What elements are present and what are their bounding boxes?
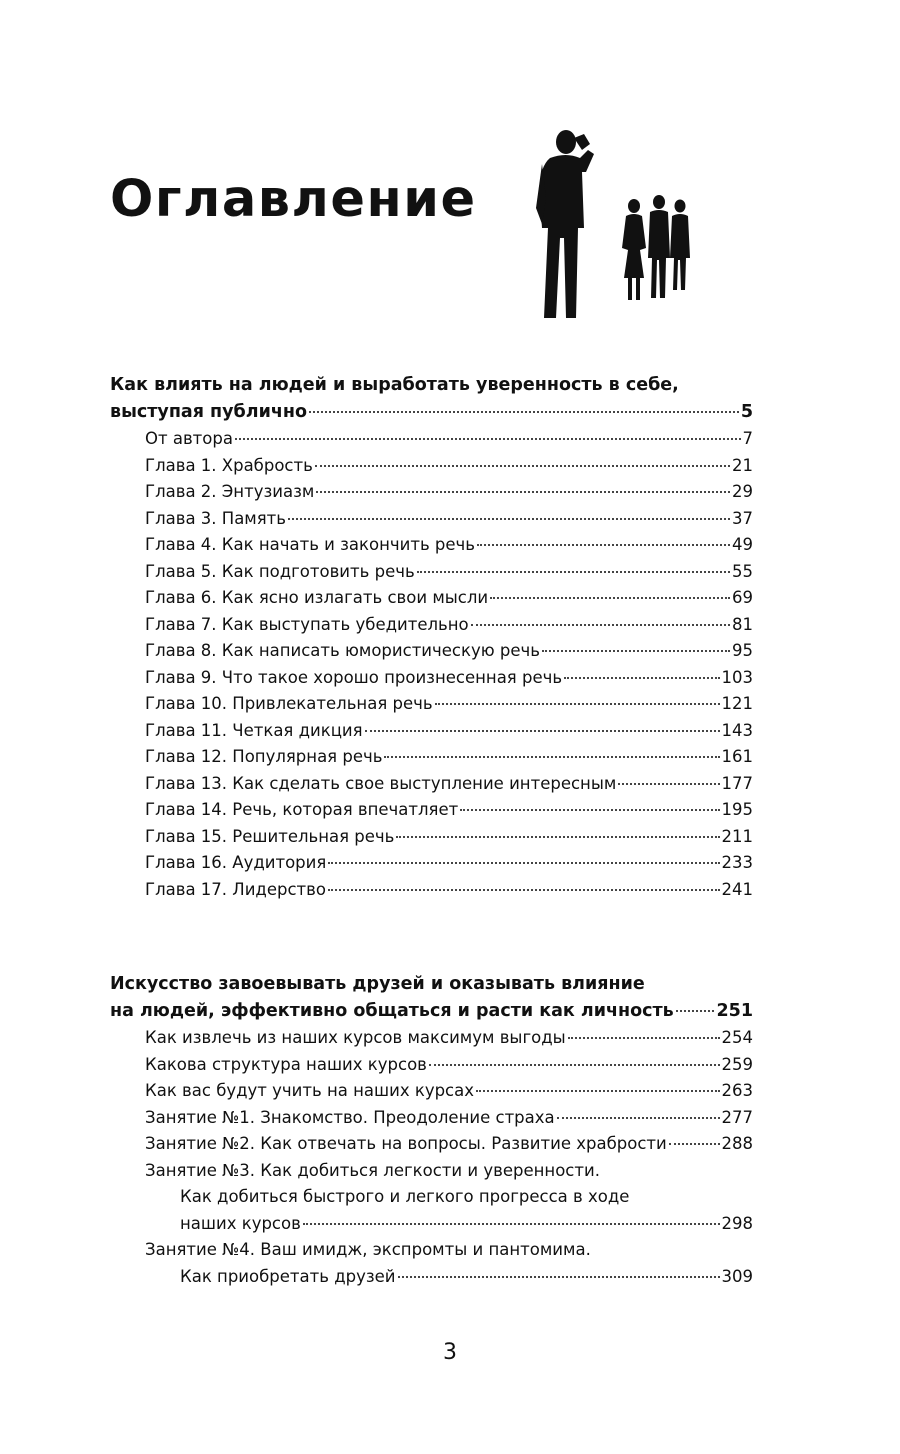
toc-entry-title: Глава 2. Энтузиазм <box>145 482 315 501</box>
page-ref: 49 <box>732 535 753 554</box>
toc-entry[interactable] <box>110 824 753 851</box>
page-ref: 55 <box>732 561 753 581</box>
dot-leader <box>542 650 730 652</box>
toc-entry-title: Глава 16. Аудитория <box>145 853 327 872</box>
dot-leader <box>309 411 739 413</box>
toc-entry-title: Глава 5. Как подготовить речь <box>145 561 415 581</box>
dot-leader <box>398 1276 720 1278</box>
toc-entry-title: Как вас будут учить на наших курсах <box>145 1081 475 1100</box>
toc-entry[interactable] <box>110 850 753 877</box>
toc-entry[interactable] <box>110 1131 753 1158</box>
page-ref: 251 <box>716 1001 753 1021</box>
toc-entry-title: Глава 17. Лидерство <box>145 879 326 899</box>
page-ref: 7 <box>742 429 753 448</box>
section-heading: на людей, эффективно общаться и расти как личность <box>110 1001 674 1021</box>
business-people-silhouettes-icon <box>520 128 700 323</box>
toc-entry[interactable] <box>110 426 753 453</box>
section-heading: выступая публично <box>110 402 307 422</box>
toc-entry[interactable] <box>110 506 753 533</box>
page-ref: 5 <box>740 402 753 422</box>
page-ref: 298 <box>721 1213 753 1233</box>
page-ref: 95 <box>732 641 753 660</box>
dot-leader <box>303 1223 720 1225</box>
toc-entry-title: Как извлечь из наших курсов максимум выгоды <box>145 1028 566 1047</box>
toc-entry-title: Глава 4. Как начать и закончить речь <box>145 535 476 554</box>
page-ref: 241 <box>721 879 753 899</box>
page-ref: 69 <box>732 588 753 607</box>
toc-entry-title: Глава 1. Храбрость <box>145 455 313 475</box>
page-ref: 81 <box>732 614 753 634</box>
page-ref: 233 <box>721 853 753 872</box>
dot-leader <box>471 624 730 626</box>
page-ref: 143 <box>721 720 753 740</box>
page-ref: 103 <box>721 667 753 687</box>
dot-leader <box>564 677 719 679</box>
toc-entry[interactable] <box>110 665 753 692</box>
dot-leader <box>384 756 719 758</box>
toc-entry[interactable] <box>110 691 753 718</box>
dot-leader <box>676 1010 715 1012</box>
dot-leader <box>417 571 730 573</box>
toc-entry[interactable] <box>110 1078 753 1105</box>
toc-entry[interactable] <box>110 479 753 506</box>
dot-leader <box>328 889 720 891</box>
page-ref: 288 <box>721 1134 753 1153</box>
toc-entry-title: Глава 10. Привлекательная речь <box>145 694 433 713</box>
toc-entry-line: Занятие №4. Ваш имидж, экспромты и пантомима. <box>145 1240 591 1259</box>
dot-leader <box>490 597 730 599</box>
dot-leader <box>568 1037 720 1039</box>
toc-entry[interactable] <box>110 585 753 612</box>
dot-leader <box>477 544 730 546</box>
page-ref: 21 <box>732 455 753 475</box>
page-ref: 211 <box>721 826 753 846</box>
page-ref: 121 <box>721 694 753 713</box>
dot-leader <box>618 783 719 785</box>
dot-leader <box>557 1117 720 1119</box>
toc-entry-title: Занятие №2. Как отвечать на вопросы. Развитие храбрости <box>145 1134 667 1153</box>
page-ref: 309 <box>721 1266 753 1286</box>
toc-entry[interactable] <box>110 998 753 1025</box>
dot-leader <box>316 491 730 493</box>
toc-entry[interactable] <box>110 771 753 798</box>
dot-leader <box>288 518 730 520</box>
toc-entry-title: Глава 15. Решительная речь <box>145 826 395 846</box>
toc-entry[interactable] <box>110 1211 753 1238</box>
page-ref: 259 <box>721 1054 753 1074</box>
toc-entry-title: Какова структура наших курсов <box>145 1054 427 1074</box>
toc-entry[interactable] <box>110 1052 753 1079</box>
toc-entry[interactable] <box>110 718 753 745</box>
dot-leader <box>435 703 720 705</box>
toc-entry-line: Как добиться быстрого и легкого прогресса в ходе <box>180 1187 630 1206</box>
dot-leader <box>429 1064 720 1066</box>
page-ref: 37 <box>732 508 753 528</box>
toc-entry[interactable] <box>110 453 753 480</box>
dot-leader <box>476 1090 719 1092</box>
toc-entry[interactable] <box>110 744 753 771</box>
toc-entry-title: Глава 9. Что такое хорошо произнесенная речь <box>145 667 563 687</box>
page-ref: 263 <box>721 1081 753 1100</box>
toc-entry-title: Глава 8. Как написать юмористическую речь <box>145 641 540 660</box>
toc-entry-title: От автора <box>145 429 233 448</box>
toc-entry[interactable] <box>110 797 753 824</box>
toc-entry-title: Занятие №1. Знакомство. Преодоление страха <box>145 1107 555 1127</box>
page-title: Оглавление <box>110 170 477 229</box>
toc-entry-line: Занятие №3. Как добиться легкости и уверенности. <box>145 1160 600 1180</box>
page-number: 3 <box>443 1340 457 1365</box>
toc-entry-title: Глава 13. Как сделать свое выступление интересным <box>145 773 617 793</box>
dot-leader <box>315 465 730 467</box>
page-ref: 254 <box>721 1028 753 1047</box>
toc-entry-title: Глава 7. Как выступать убедительно <box>145 614 469 634</box>
dot-leader <box>460 809 719 811</box>
toc-entry-title: Глава 12. Популярная речь <box>145 747 383 766</box>
toc-entry[interactable] <box>110 612 753 639</box>
toc-entry[interactable] <box>110 1105 753 1132</box>
toc-entry[interactable] <box>110 532 753 559</box>
toc-entry-title: Как приобретать друзей <box>180 1266 396 1286</box>
section-heading: Как влиять на людей и выработать уверенность в себе, <box>110 375 679 395</box>
dot-leader <box>396 836 719 838</box>
dot-leader <box>365 730 720 732</box>
toc-section-2 <box>110 971 753 1290</box>
page-ref: 29 <box>732 482 753 501</box>
toc-entry[interactable] <box>110 877 753 904</box>
dot-leader <box>235 438 741 440</box>
toc-entry[interactable] <box>110 1264 753 1291</box>
toc-entry-title: Глава 11. Четкая дикция <box>145 720 363 740</box>
dot-leader <box>328 862 719 864</box>
toc-entry-title: Глава 14. Речь, которая впечатляет <box>145 800 459 819</box>
toc-entry[interactable] <box>110 1025 753 1052</box>
toc-entry[interactable] <box>110 638 753 665</box>
toc-entry[interactable] <box>110 559 753 586</box>
toc-entry-title: наших курсов <box>180 1213 301 1233</box>
toc-entry[interactable] <box>110 399 753 426</box>
toc-section-1 <box>110 372 753 903</box>
page-ref: 277 <box>721 1107 753 1127</box>
dot-leader <box>669 1143 720 1145</box>
page-ref: 195 <box>721 800 753 819</box>
toc-entry-title: Глава 3. Память <box>145 508 287 528</box>
toc-entry-title: Глава 6. Как ясно излагать свои мысли <box>145 588 489 607</box>
page-ref: 161 <box>721 747 753 766</box>
section-heading: Искусство завоевывать друзей и оказывать влияние <box>110 974 645 994</box>
page-ref: 177 <box>721 773 753 793</box>
